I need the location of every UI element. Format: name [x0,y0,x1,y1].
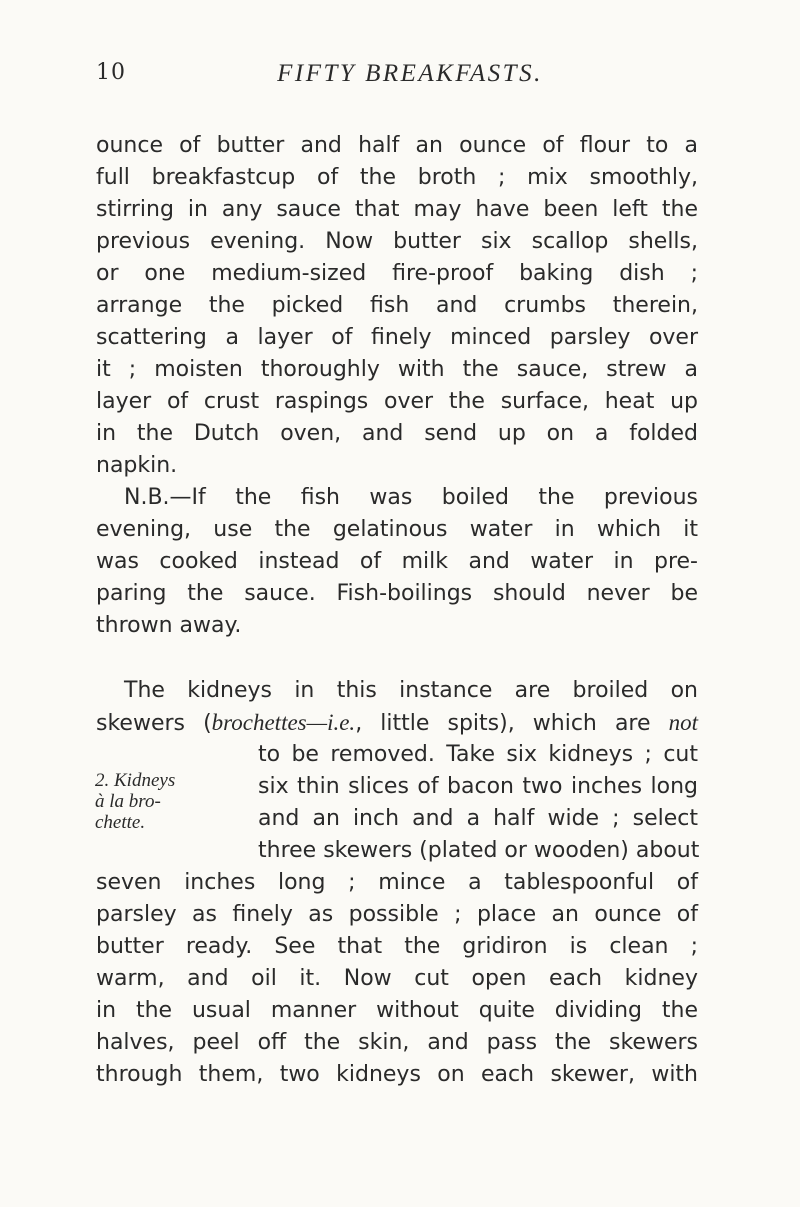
text-line: napkin. [96,453,178,478]
text-line: seven inches long ; mince a tablespoonful of [96,870,698,895]
text-line: through them, two kidneys on each skewer, with [96,1062,698,1087]
text-line: evening, use the gelatinous water in which it [96,517,698,542]
text-line: previous evening. Now butter six scallop shells, [96,229,698,254]
text-line: layer of crust raspings over the surface, heat up [96,389,698,414]
margin-note-line: 2. Kidneys [95,770,176,791]
text-line: three skewers (plated or wooden) about [258,838,700,863]
text-span: , little spits), which are [355,711,669,736]
text-line: warm, and oil it. Now cut open each kidney [96,966,698,991]
text-line: was cooked instead of milk and water in pre- [96,549,698,574]
text-line: in the Dutch oven, and send up on a folded [96,421,698,446]
text-line: stirring in any sauce that may have been left the [96,197,698,222]
text-line: six thin slices of bacon two inches long [258,774,698,799]
text-line: to be removed. Take six kidneys ; cut [258,742,698,767]
page-header [0,60,800,94]
italic-span: brochettes—i.e. [211,710,356,735]
text-line: paring the sauce. Fish-boilings should never be [96,581,698,606]
text-line: in the usual manner without quite dividing the [96,998,698,1023]
text-line: or one medium-sized fire-proof baking dish ; [96,261,698,286]
text-line: thrown away. [96,613,242,638]
text-span: skewers ( [96,711,212,736]
text-line: butter ready. See that the gridiron is clean ; [96,934,698,959]
text-line: parsley as finely as possible ; place an ounce of [96,902,698,927]
text-line: full breakfastcup of the broth ; mix smoothly, [96,165,698,190]
text-line: it ; moisten thoroughly with the sauce, strew a [96,357,698,382]
margin-note-line: chette. [95,812,146,833]
page-number: 10 [96,60,126,85]
margin-note-line: à la bro- [95,791,161,812]
text-line: arrange the picked fish and crumbs therein, [96,293,698,318]
text-line: N.B.—If the fish was boiled the previous [124,485,698,510]
text-line: The kidneys in this instance are broiled on [124,678,698,703]
margin-note [95,770,175,833]
text-line [96,707,698,740]
text-line: ounce of butter and half an ounce of flour to a [96,133,698,158]
italic-span: not [668,710,698,735]
text-line: scattering a layer of finely minced parsley over [96,325,698,350]
running-title: FIFTY BREAKFASTS. [277,60,543,87]
text-line: halves, peel off the skin, and pass the skewers [96,1030,698,1055]
text-line: and an inch and a half wide ; select [258,806,698,831]
